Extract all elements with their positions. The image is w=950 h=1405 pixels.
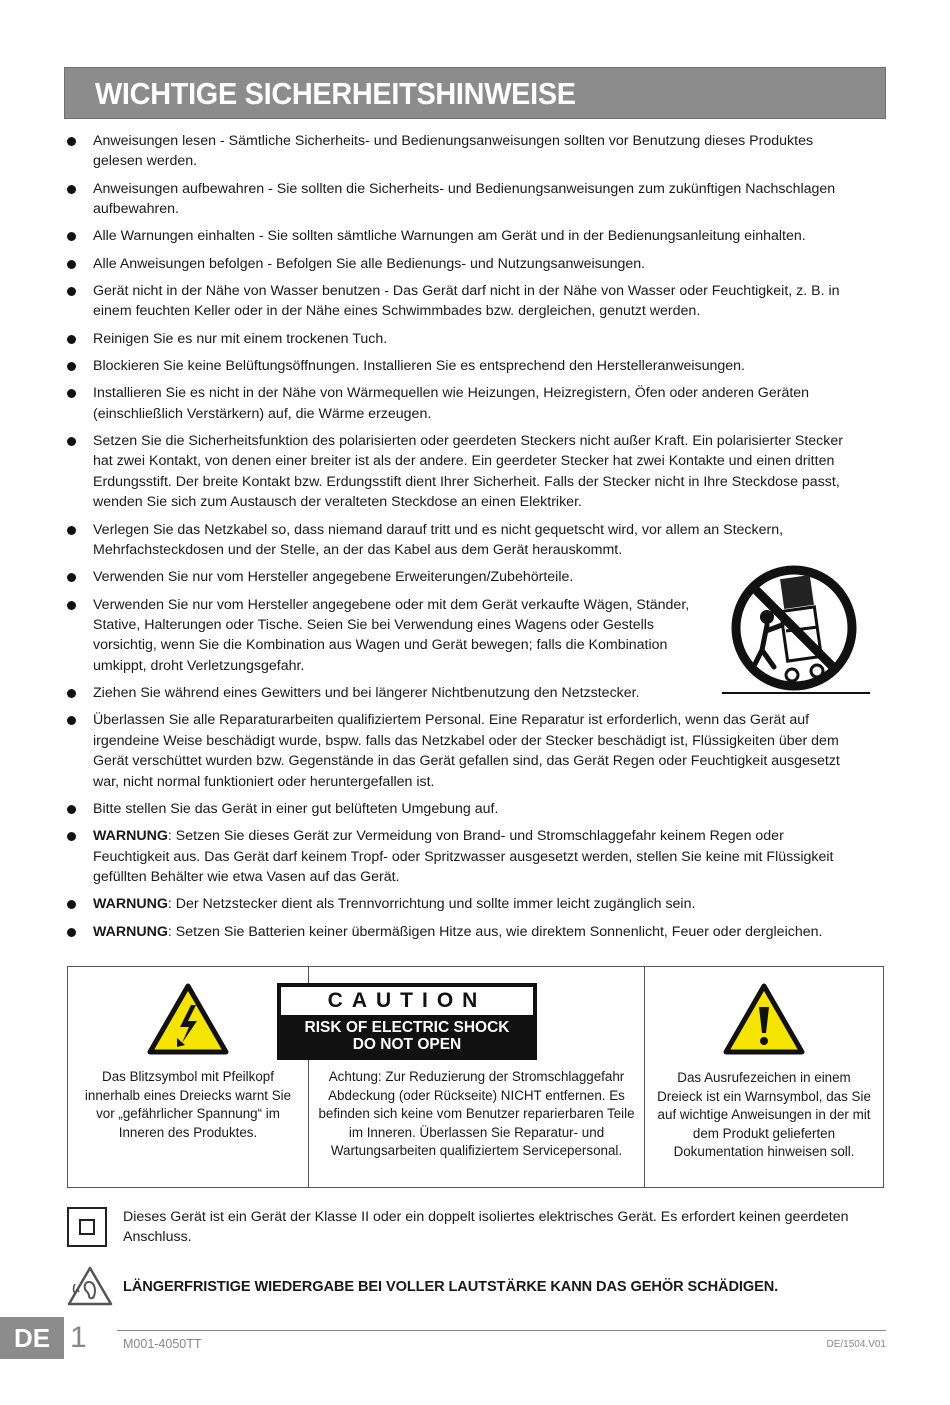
exclamation-caption: Das Ausrufezeichen in einem Dreieck ist ein Warnsymbol, das Sie auf wichtige Anweisungen in der mit dem Produkt gelieferten Dokumentation hinweisen soll. xyxy=(657,1070,871,1160)
language-badge: DE xyxy=(0,1317,64,1359)
page-title: WICHTIGE SICHERHEITSHINWEISE xyxy=(95,76,576,111)
list-item xyxy=(64,431,864,513)
exclamation-warning-icon xyxy=(723,983,805,1055)
document-version: DE/1504.V01 xyxy=(826,1339,886,1350)
exclamation-symbol-cell xyxy=(644,967,883,1187)
bullet-icon xyxy=(67,232,76,241)
caution-line-2: DO NOT OPEN xyxy=(352,1036,462,1053)
caution-label xyxy=(277,983,537,1060)
list-item-text: Installieren Sie es nicht in der Nähe von Wärmequellen wie Heizungen, Heizregistern, Öfen oder anderen Geräten (einschließlich Verstärkern) auf, die Wärme erzeugen. xyxy=(93,385,810,422)
list-item-text: Verwenden Sie nur vom Hersteller angegebene oder mit dem Gerät verkaufte Wägen, Ständer, Stative, Halterungen oder Tische. Seien Sie bei Verwendung eines Wagens oder Gestells vorsichtig, wenn Sie die Kombination aus Wagen und Gerät bewegen; falls die Kombination umkippt, droht Verletzungsgefahr. xyxy=(93,596,690,674)
list-item xyxy=(64,826,864,887)
bullet-icon xyxy=(67,335,76,344)
lightning-caption: Das Blitzsymbol mit Pfeilkopf innerhalb eines Dreiecks warnt Sie vor „gefährlicher Spannung“ im Inneren des Produktes. xyxy=(84,1069,292,1140)
bullet-icon xyxy=(67,137,76,146)
list-item-text: Anweisungen aufbewahren - Sie sollten die Sicherheits- und Bedienungsanweisungen zum zukünftigen Nachschlagen aufbewahren. xyxy=(93,180,836,218)
bullet-icon xyxy=(67,928,76,937)
caution-line-1: RISK OF ELECTRIC SHOCK xyxy=(304,1019,510,1036)
bullet-icon xyxy=(67,832,76,841)
list-item-text: Alle Warnungen einhalten - Sie sollten sämtliche Warnungen am Gerät und in der Bedienungsanleitung einhalten. xyxy=(93,228,806,245)
warning-symbols-box xyxy=(67,966,884,1188)
list-item xyxy=(64,179,864,220)
warning-label: WARNUNG xyxy=(93,828,168,845)
bullet-icon xyxy=(67,362,76,371)
bullet-icon xyxy=(67,526,76,535)
warning-label: WARNUNG xyxy=(93,896,168,913)
hearing-warning-text: LÄNGERFRISTIGE WIEDERGABE BEI VOLLER LAUTSTÄRKE KANN DAS GEHÖR SCHÄDIGEN. xyxy=(123,1279,779,1295)
no-cart-tipover-icon xyxy=(722,565,872,697)
caution-caption: Achtung: Zur Reduzierung der Stromschlaggefahr Abdeckung (oder Rückseite) NICHT entfernen. Es befinden sich keine vom Benutzer reparierbaren Teile im Inneren. Überlassen Sie Reparatur- und Wartungsarbeiten qualifiziertem Servicepersonal. xyxy=(318,1069,635,1159)
class-ii-text: Dieses Gerät ist ein Gerät der Klasse II oder ein doppelt isoliertes elektrisches Gerät. Es erfordert keinen geerdeten Anschluss. xyxy=(123,1209,849,1246)
safety-instructions-list xyxy=(64,131,864,949)
hearing-damage-warning-icon xyxy=(67,1266,113,1306)
footer-divider xyxy=(117,1330,886,1331)
bullet-icon xyxy=(67,689,76,698)
bullet-icon xyxy=(67,287,76,296)
list-item-text: Verwenden Sie nur vom Hersteller angegebene Erweiterungen/Zubehörteile. xyxy=(93,569,574,586)
list-item-text: Alle Anweisungen befolgen - Befolgen Sie alle Bedienungs- und Nutzungsanweisungen. xyxy=(93,255,646,272)
caution-title: CAUTION xyxy=(281,987,533,1015)
list-item-text: Ziehen Sie während eines Gewitters und bei längerer Nichtbenutzung den Netzstecker. xyxy=(93,685,640,702)
bullet-icon xyxy=(67,389,76,398)
list-item xyxy=(64,131,864,172)
list-item xyxy=(64,595,693,677)
bullet-icon xyxy=(67,601,76,610)
list-item-text: Blockieren Sie keine Belüftungsöffnungen. Installieren Sie es entsprechend den Herstelleranweisungen. xyxy=(93,358,745,374)
list-item xyxy=(64,799,864,819)
caution-cell xyxy=(304,967,644,1187)
lightning-warning-icon xyxy=(147,983,229,1055)
list-item xyxy=(64,226,864,246)
class-ii-symbol-icon xyxy=(67,1207,107,1247)
list-item xyxy=(64,894,864,914)
list-item xyxy=(64,520,864,561)
list-item-text: Setzen Sie die Sicherheitsfunktion des polarisierten oder geerdeten Steckers nicht außer Kraft. Ein polarisierter Stecker hat zwei Kontakt, von denen einer breiter ist als der andere. Ein geerdeter Stecker hat zwei Kontakte und einen dritten Erdungsstift. Der breite Kontakt bzw. Erdungsstift dient Ihrer Sicherheit. Falls der Stecker nicht in Ihre Steckdose passt, wenden Sie sich zum Austausch der veralteten Steckdose an einen Elektriker. xyxy=(93,433,843,511)
list-item-text: Überlassen Sie alle Reparaturarbeiten qualifiziertem Personal. Eine Reparatur ist erforderlich, wenn das Gerät auf irgendeine Weise beschädigt wurde, bspw. falls das Netzkabel oder der Stecker beschädigt ist, Flüssigkeiten über dem Gerät verschüttet wurden bzw. Gegenstände in das Gerät gefallen sind, das Gerät Regen oder Feuchtigkeit ausgesetzt war, nicht normal funktioniert oder heruntergefallen ist. xyxy=(93,712,840,790)
warning-label: WARNUNG xyxy=(93,923,168,940)
list-item-text: Reinigen Sie es nur mit einem trockenen Tuch. xyxy=(93,330,388,347)
list-item-text: : Setzen Sie dieses Gerät zur Vermeidung von Brand- und Stromschlaggefahr keinem Regen oder Feuchtigkeit aus. Das Gerät darf keinem Tropf- oder Spritzwasser ausgesetzt werden, stellen Sie keine mit Flüssigkeit gefüllten Behälter wie etwa Vasen auf das Gerät. xyxy=(93,828,834,885)
bullet-icon xyxy=(67,805,76,814)
header-bar xyxy=(64,67,886,119)
bullet-icon xyxy=(67,260,76,269)
list-item xyxy=(64,356,864,376)
list-item xyxy=(64,922,864,942)
page-number: 1 xyxy=(70,1321,87,1354)
list-item-text: : Setzen Sie Batterien keiner übermäßigen Hitze aus, wie direktem Sonnenlicht, Feuer oder dergleichen. xyxy=(167,923,823,940)
list-item-text: : Der Netzstecker dient als Trennvorrichtung und sollte immer leicht zugänglich sein. xyxy=(167,896,696,913)
bullet-icon xyxy=(67,716,76,725)
list-item-text: Gerät nicht in der Nähe von Wasser benutzen - Das Gerät darf nicht in der Nähe von Wasser oder Feuchtigkeit, z. B. in einem feuchten Keller oder in der Nähe eines Schwimmbades bzw. dergleichen, genutzt werden. xyxy=(93,283,840,320)
list-item-text: Verlegen Sie das Netzkabel so, dass niemand darauf tritt und es nicht gequetscht wird, vor allem an Steckern, Mehrfachsteckdosen und der Stelle, an der das Kabel aus dem Gerät herauskommt. xyxy=(93,521,784,558)
bullet-icon xyxy=(67,437,76,446)
lightning-symbol-cell xyxy=(68,967,308,1187)
list-item-text: Bitte stellen Sie das Gerät in einer gut belüfteten Umgebung auf. xyxy=(93,800,499,817)
list-item xyxy=(64,254,864,274)
bullet-icon xyxy=(67,573,76,582)
bullet-icon xyxy=(67,185,76,194)
model-number: M001-4050TT xyxy=(123,1337,202,1351)
bullet-icon xyxy=(67,900,76,909)
list-item xyxy=(64,710,864,792)
list-item xyxy=(64,329,864,349)
list-item-text: Anweisungen lesen - Sämtliche Sicherheits- und Bedienungsanweisungen sollten vor Benutzung dieses Produktes gelesen werden. xyxy=(93,133,814,170)
list-item xyxy=(64,383,864,424)
list-item xyxy=(64,281,864,322)
